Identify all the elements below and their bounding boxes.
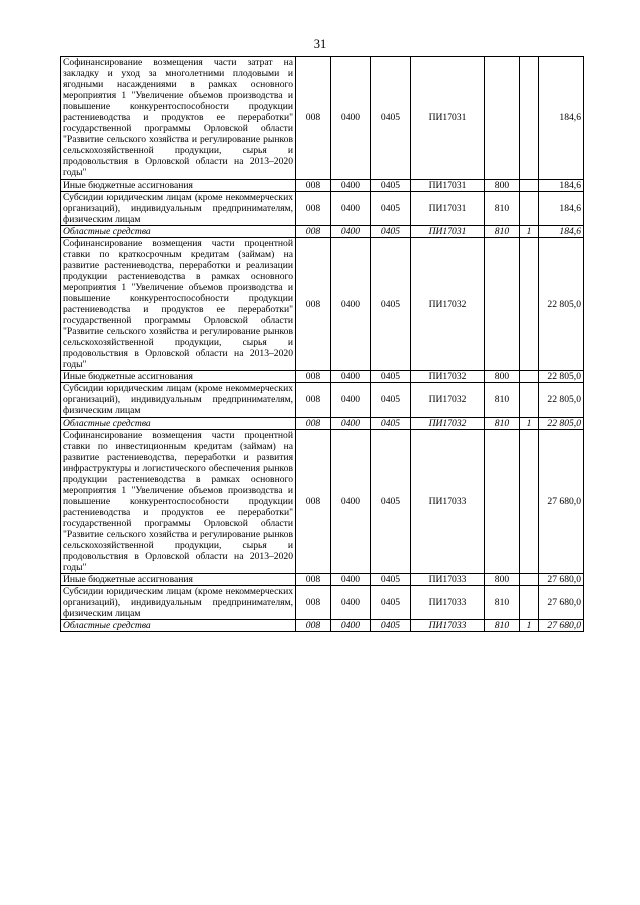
expense-type-code: 810 bbox=[485, 191, 520, 225]
ministry-code: 008 bbox=[296, 417, 331, 429]
section-code: 0400 bbox=[331, 417, 371, 429]
ministry-code: 008 bbox=[296, 574, 331, 586]
subsection-code: 0405 bbox=[371, 383, 411, 417]
section-code: 0400 bbox=[331, 179, 371, 191]
funding-source-code: 1 bbox=[520, 225, 539, 237]
table-row bbox=[61, 191, 584, 225]
subsection-code: 0405 bbox=[371, 574, 411, 586]
section-code: 0400 bbox=[331, 225, 371, 237]
funding-source-code bbox=[520, 383, 539, 417]
expense-type-code bbox=[485, 429, 520, 574]
subsection-code: 0405 bbox=[371, 179, 411, 191]
ministry-code: 008 bbox=[296, 237, 331, 371]
funding-source-code: 1 bbox=[520, 620, 539, 632]
expense-type-code: 800 bbox=[485, 574, 520, 586]
section-code: 0400 bbox=[331, 57, 371, 180]
expense-type-code: 810 bbox=[485, 225, 520, 237]
amount: 184,6 bbox=[539, 225, 584, 237]
funding-source-code: 1 bbox=[520, 417, 539, 429]
ministry-code: 008 bbox=[296, 586, 331, 620]
target-article-code: ПИ17031 bbox=[411, 191, 485, 225]
target-article-code: ПИ17032 bbox=[411, 417, 485, 429]
target-article-code: ПИ17031 bbox=[411, 57, 485, 180]
target-article-code: ПИ17033 bbox=[411, 429, 485, 574]
item-description: Областные средства bbox=[61, 417, 296, 429]
amount: 184,6 bbox=[539, 179, 584, 191]
item-description: Субсидии юридическим лицам (кроме некоммерческих организаций), индивидуальным предпринимателям, физическим лицам bbox=[61, 191, 296, 225]
amount: 27 680,0 bbox=[539, 429, 584, 574]
funding-source-code bbox=[520, 371, 539, 383]
amount: 184,6 bbox=[539, 191, 584, 225]
ministry-code: 008 bbox=[296, 371, 331, 383]
amount: 22 805,0 bbox=[539, 237, 584, 371]
item-description: Софинансирование возмещения части затрат на закладку и уход за многолетними плодовыми и ягодными насаждениями в рамках основного мероприятия 1 "Увеличение объемов производства и повышение конкурентоспособности продукции растениеводства и продуктов ее переработки" государственной программы Орловской области "Развитие сельского хозяйства и регулирование рынков сельскохозяйственной продукции, сырья и продовольствия в Орловской области на 2013–2020 годы" bbox=[61, 57, 296, 180]
expense-type-code: 810 bbox=[485, 586, 520, 620]
funding-source-code bbox=[520, 237, 539, 371]
amount: 184,6 bbox=[539, 57, 584, 180]
ministry-code: 008 bbox=[296, 620, 331, 632]
item-description: Иные бюджетные ассигнования bbox=[61, 179, 296, 191]
table-body bbox=[61, 57, 584, 632]
item-description: Областные средства bbox=[61, 620, 296, 632]
amount: 22 805,0 bbox=[539, 383, 584, 417]
target-article-code: ПИ17032 bbox=[411, 371, 485, 383]
subsection-code: 0405 bbox=[371, 620, 411, 632]
table-row bbox=[61, 574, 584, 586]
subsection-code: 0405 bbox=[371, 191, 411, 225]
subsection-code: 0405 bbox=[371, 225, 411, 237]
subsection-code: 0405 bbox=[371, 237, 411, 371]
item-description: Субсидии юридическим лицам (кроме некоммерческих организаций), индивидуальным предпринимателям, физическим лицам bbox=[61, 586, 296, 620]
section-code: 0400 bbox=[331, 237, 371, 371]
expense-type-code: 810 bbox=[485, 417, 520, 429]
table-row bbox=[61, 225, 584, 237]
funding-source-code bbox=[520, 179, 539, 191]
target-article-code: ПИ17033 bbox=[411, 586, 485, 620]
table-row bbox=[61, 429, 584, 574]
item-description: Областные средства bbox=[61, 225, 296, 237]
item-description: Иные бюджетные ассигнования bbox=[61, 371, 296, 383]
item-description: Софинансирование возмещения части процентной ставки по краткосрочным кредитам (займам) на развитие растениеводства, переработки и реализации продукции растениеводства в рамках основного мероприятия 1 "Увеличение объемов производства и повышение конкурентоспособности продукции растениеводства и продуктов ее переработки" государственной программы Орловской области "Развитие сельского хозяйства и регулирование рынков сельскохозяйственной продукции, сырья и продовольствия в Орловской области на 2013–2020 годы" bbox=[61, 237, 296, 371]
expense-type-code bbox=[485, 57, 520, 180]
ministry-code: 008 bbox=[296, 225, 331, 237]
amount: 22 805,0 bbox=[539, 371, 584, 383]
target-article-code: ПИ17031 bbox=[411, 179, 485, 191]
section-code: 0400 bbox=[331, 371, 371, 383]
expense-type-code bbox=[485, 237, 520, 371]
section-code: 0400 bbox=[331, 574, 371, 586]
amount: 27 680,0 bbox=[539, 620, 584, 632]
page-number: 31 bbox=[313, 37, 327, 51]
table-row bbox=[61, 417, 584, 429]
subsection-code: 0405 bbox=[371, 429, 411, 574]
item-description: Субсидии юридическим лицам (кроме некоммерческих организаций), индивидуальным предпринимателям, физическим лицам bbox=[61, 383, 296, 417]
subsection-code: 0405 bbox=[371, 57, 411, 180]
subsection-code: 0405 bbox=[371, 417, 411, 429]
funding-source-code bbox=[520, 429, 539, 574]
amount: 27 680,0 bbox=[539, 574, 584, 586]
table-row bbox=[61, 383, 584, 417]
table-row bbox=[61, 57, 584, 180]
item-description: Софинансирование возмещения части процентной ставки по инвестиционным кредитам (займам) на развитие растениеводства, переработки и развития инфраструктуры и логистического обеспечения рынков продукции растениеводства в рамках основного мероприятия 1 "Увеличение объемов производства и повышение конкурентоспособности продукции растениеводства и продуктов ее переработки" государственной программы Орловской области "Развитие сельского хозяйства и регулирование рынков сельскохозяйственной продукции, сырья и продовольствия в Орловской области на 2013–2020 годы" bbox=[61, 429, 296, 574]
ministry-code: 008 bbox=[296, 191, 331, 225]
ministry-code: 008 bbox=[296, 383, 331, 417]
target-article-code: ПИ17033 bbox=[411, 574, 485, 586]
section-code: 0400 bbox=[331, 191, 371, 225]
ministry-code: 008 bbox=[296, 179, 331, 191]
target-article-code: ПИ17032 bbox=[411, 237, 485, 371]
section-code: 0400 bbox=[331, 620, 371, 632]
funding-source-code bbox=[520, 191, 539, 225]
table-row bbox=[61, 237, 584, 371]
ministry-code: 008 bbox=[296, 429, 331, 574]
funding-source-code bbox=[520, 57, 539, 180]
table-row bbox=[61, 179, 584, 191]
section-code: 0400 bbox=[331, 586, 371, 620]
table-row bbox=[61, 620, 584, 632]
expense-type-code: 800 bbox=[485, 179, 520, 191]
table-row bbox=[61, 586, 584, 620]
budget-table bbox=[60, 56, 584, 632]
amount: 27 680,0 bbox=[539, 586, 584, 620]
section-code: 0400 bbox=[331, 429, 371, 574]
expense-type-code: 810 bbox=[485, 383, 520, 417]
section-code: 0400 bbox=[331, 383, 371, 417]
subsection-code: 0405 bbox=[371, 586, 411, 620]
item-description: Иные бюджетные ассигнования bbox=[61, 574, 296, 586]
funding-source-code bbox=[520, 574, 539, 586]
expense-type-code: 800 bbox=[485, 371, 520, 383]
amount: 22 805,0 bbox=[539, 417, 584, 429]
ministry-code: 008 bbox=[296, 57, 331, 180]
target-article-code: ПИ17031 bbox=[411, 225, 485, 237]
funding-source-code bbox=[520, 586, 539, 620]
subsection-code: 0405 bbox=[371, 371, 411, 383]
expense-type-code: 810 bbox=[485, 620, 520, 632]
table-row bbox=[61, 371, 584, 383]
target-article-code: ПИ17032 bbox=[411, 383, 485, 417]
target-article-code: ПИ17033 bbox=[411, 620, 485, 632]
